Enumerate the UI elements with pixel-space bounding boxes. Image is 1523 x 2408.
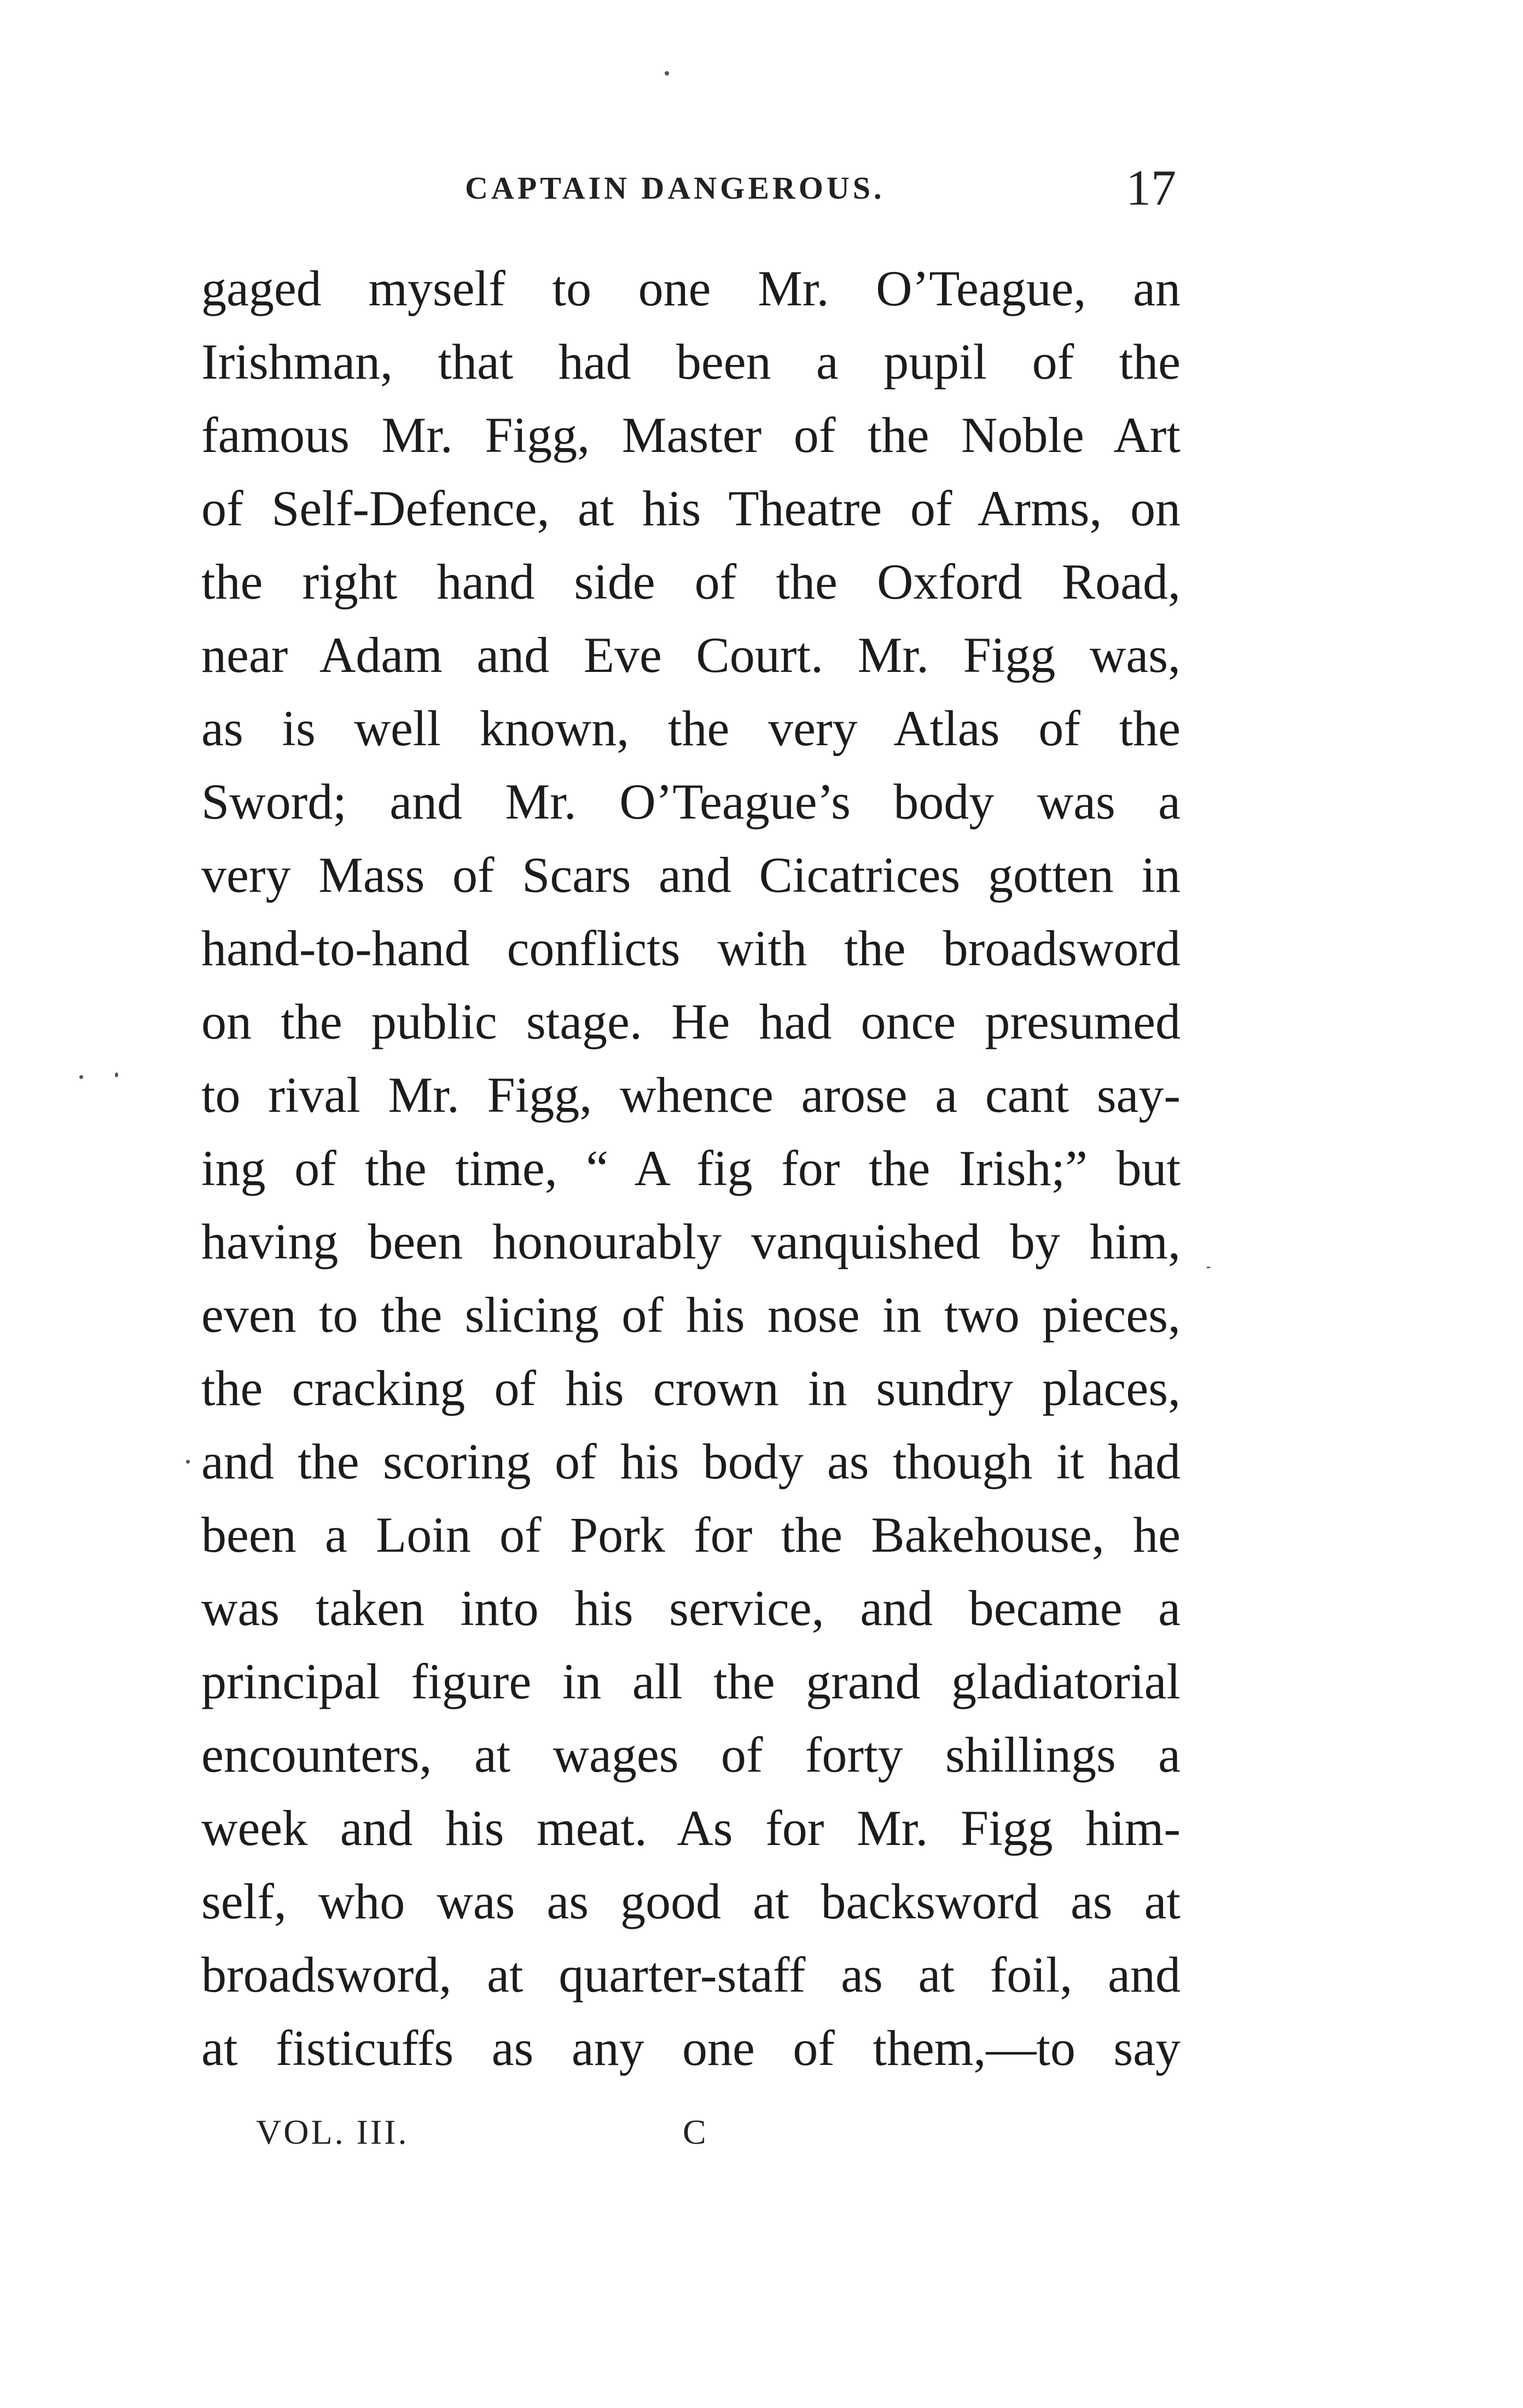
- print-speck: [665, 71, 669, 76]
- print-speck: [186, 1460, 190, 1464]
- print-speck: [115, 1072, 118, 1077]
- text-line: the cracking of his crown in sundry places,: [201, 1360, 1181, 1416]
- text-line: having been honourably vanquished by him,: [201, 1214, 1181, 1269]
- text-line: the right hand side of the Oxford Road,: [201, 554, 1181, 610]
- text-line: Sword; and Mr. O’Teague’s body was a: [201, 774, 1181, 829]
- text-line: of Self-Defence, at his Theatre of Arms, on: [201, 480, 1181, 536]
- signature-letter: C: [683, 2113, 706, 2151]
- print-speck: [79, 1075, 83, 1079]
- print-speck: [1206, 1267, 1211, 1268]
- text-line: encounters, at wages of forty shillings a: [201, 1727, 1181, 1783]
- text-line: week and his meat. As for Mr. Figg him-: [201, 1800, 1181, 1856]
- text-line: very Mass of Scars and Cicatrices gotten in: [201, 847, 1181, 903]
- volume-label: VOL. III.: [256, 2113, 409, 2151]
- text-line: and the scoring of his body as though it had: [201, 1434, 1181, 1489]
- text-line: even to the slicing of his nose in two pieces,: [201, 1287, 1181, 1343]
- text-line: gaged myself to one Mr. O’Teague, an: [201, 260, 1181, 316]
- text-line: famous Mr. Figg, Master of the Noble Art: [201, 407, 1181, 463]
- body-text: [201, 252, 1181, 2085]
- text-line: ing of the time, “ A fig for the Irish;” but: [201, 1140, 1181, 1196]
- text-line: near Adam and Eve Court. Mr. Figg was,: [201, 627, 1181, 683]
- text-line: been a Loin of Pork for the Bakehouse, he: [201, 1507, 1181, 1563]
- text-line: hand-to-hand conflicts with the broadsword: [201, 920, 1181, 976]
- running-title: CAPTAIN DANGEROUS.: [465, 170, 885, 206]
- page-number: 17: [1126, 160, 1176, 216]
- footer-signature: [0, 2112, 1523, 2167]
- text-line: to rival Mr. Figg, whence arose a cant say-: [201, 1067, 1181, 1123]
- text-line: was taken into his service, and became a: [201, 1580, 1181, 1636]
- text-line: as is well known, the very Atlas of the: [201, 700, 1181, 756]
- text-line: principal figure in all the grand gladiatorial: [201, 1653, 1181, 1709]
- text-line: broadsword, at quarter-staff as at foil, and: [201, 1947, 1181, 2003]
- text-line: on the public stage. He had once presumed: [201, 994, 1181, 1049]
- text-line: at fisticuffs as any one of them,—to say: [201, 2020, 1181, 2076]
- text-line: self, who was as good at backsword as at: [201, 1873, 1181, 1929]
- text-line: Irishman, that had been a pupil of the: [201, 334, 1181, 390]
- running-head: [202, 159, 1176, 219]
